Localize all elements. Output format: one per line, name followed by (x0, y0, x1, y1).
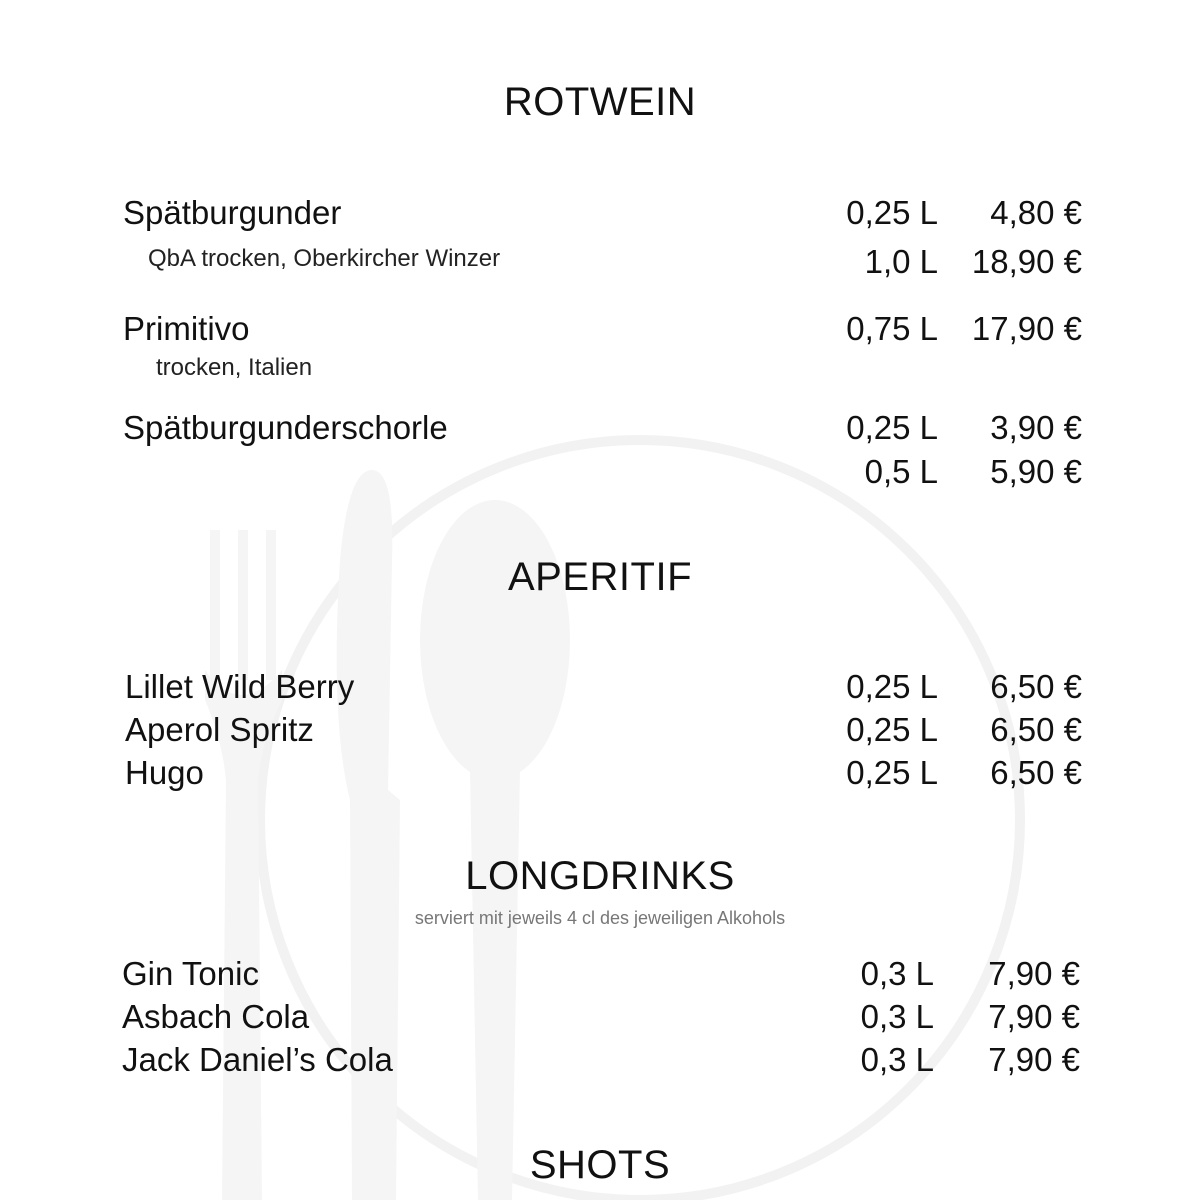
item-price: 7,90 € (988, 955, 1080, 992)
item-volume: 0,25 L (846, 754, 938, 791)
item-volume: 0,3 L (860, 1041, 934, 1078)
menu-item-detail (0, 353, 1200, 385)
item-volume: 0,25 L (846, 711, 938, 748)
section-title-aperitif: APERITIF (507, 555, 693, 599)
item-name: Spätburgunderschorle (123, 409, 448, 446)
item-name: Jack Daniel’s Cola (122, 1041, 393, 1078)
menu-item-detail (0, 242, 1200, 282)
item-price: 7,90 € (988, 998, 1080, 1035)
item-name: Spätburgunder (123, 194, 342, 231)
item-volume: 0,75 L (846, 310, 938, 347)
item-name: Hugo (125, 754, 204, 791)
menu-item (0, 997, 1200, 1037)
item-name: Lillet Wild Berry (125, 668, 355, 705)
item-price: 4,80 € (990, 194, 1082, 231)
section-title-shots: SHOTS (529, 1143, 671, 1187)
menu-item (0, 753, 1200, 793)
item-volume: 0,3 L (860, 998, 934, 1035)
item-price: 3,90 € (990, 409, 1082, 446)
menu-item (0, 710, 1200, 750)
item-volume: 1,0 L (864, 243, 938, 280)
menu-item (0, 309, 1200, 349)
menu-item (0, 667, 1200, 707)
item-name: Asbach Cola (122, 998, 310, 1035)
section-title-longdrinks: LONGDRINKS (465, 854, 735, 898)
item-price: 17,90 € (971, 310, 1082, 347)
item-volume: 0,25 L (846, 668, 938, 705)
item-volume: 0,25 L (846, 194, 938, 231)
item-price: 18,90 € (971, 243, 1082, 280)
item-price: 7,90 € (988, 1041, 1080, 1078)
item-price: 6,50 € (990, 711, 1082, 748)
section-title-rotwein: ROTWEIN (503, 80, 697, 124)
item-volume: 0,5 L (864, 453, 938, 490)
item-name: Aperol Spritz (125, 711, 314, 748)
item-price: 5,90 € (990, 453, 1082, 490)
item-price: 6,50 € (990, 754, 1082, 791)
menu-item (0, 954, 1200, 994)
item-name: Primitivo (123, 310, 250, 347)
item-volume: 0,25 L (846, 409, 938, 446)
menu-item (0, 408, 1200, 448)
menu-item (0, 193, 1200, 233)
menu-item (0, 1040, 1200, 1080)
section-subtitle-longdrinks: serviert mit jeweils 4 cl des jeweiligen Alkohols (414, 908, 786, 928)
item-price: 6,50 € (990, 668, 1082, 705)
item-volume: 0,3 L (860, 955, 934, 992)
item-name: Gin Tonic (122, 955, 259, 992)
item-description: trocken, Italien (156, 354, 313, 381)
item-description: QbA trocken, Oberkircher Winzer (148, 245, 501, 272)
menu-item-detail (0, 452, 1200, 492)
